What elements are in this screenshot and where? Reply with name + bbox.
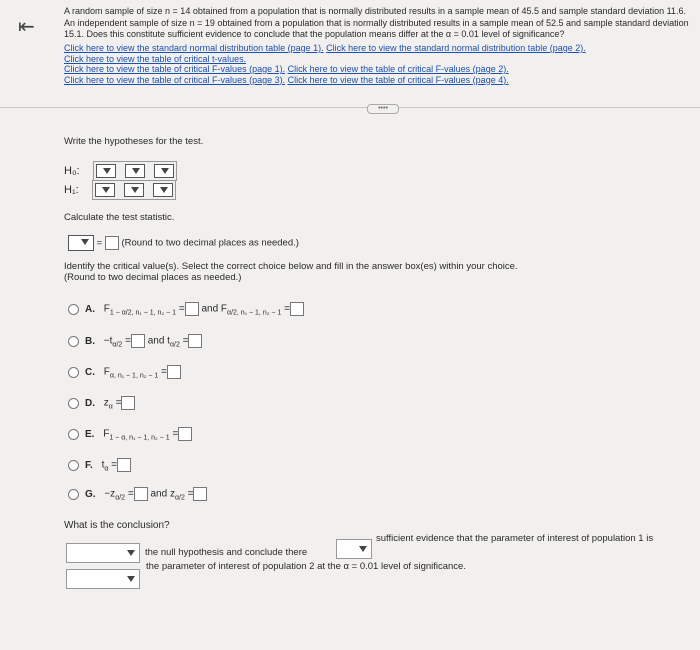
- link-f-table-p4[interactable]: Click here to view the table of critical F-values (page 4).: [287, 74, 509, 85]
- link-normal-table-p2[interactable]: Click here to view the standard normal distribution table (page 2).: [326, 43, 586, 53]
- conclusion-text-2: the parameter of interest of population 2 at the α = 0.01 level of significance.: [146, 561, 466, 572]
- relation-dropdown[interactable]: [66, 569, 140, 589]
- critical-rounding: (Round to two decimal places as needed.): [64, 272, 242, 283]
- input-a2[interactable]: [290, 302, 304, 316]
- radio-b[interactable]: [68, 336, 79, 347]
- link-f-table-p3[interactable]: Click here to view the table of critical F-values (page 3).: [64, 74, 286, 85]
- radio-c[interactable]: [68, 367, 79, 378]
- conclusion-text-1a: the null hypothesis and conclude there: [145, 547, 308, 558]
- option-c[interactable]: C. $F_{\alpha, n_1 - 1, n_2 - 1}$ =: [68, 365, 181, 380]
- input-g2[interactable]: [193, 487, 207, 501]
- h0-label: H₀:: [64, 164, 80, 177]
- h1-param2-dropdown[interactable]: [153, 183, 173, 197]
- input-e1[interactable]: [178, 427, 192, 441]
- conclusion-prompt: What is the conclusion?: [64, 520, 170, 531]
- option-d[interactable]: D. $z_\alpha$ =: [68, 396, 135, 411]
- h1-relation-dropdown[interactable]: [124, 183, 144, 197]
- h0-relation-dropdown[interactable]: [125, 164, 145, 178]
- input-a1[interactable]: [185, 302, 199, 316]
- h0-row: [64, 161, 177, 181]
- reference-links: [64, 43, 586, 85]
- input-d1[interactable]: [121, 396, 135, 410]
- link-normal-table-p1[interactable]: Click here to view the standard normal distribution table (page 1).: [64, 43, 324, 53]
- radio-d[interactable]: [68, 398, 79, 409]
- conclusion-text-1b: sufficient evidence that the parameter of interest of population 1 is: [376, 533, 654, 544]
- problem-statement: A random sample of size n = 14 obtained from a population that is normally distributed results in a sample mean of 45.5 and sample standard deviation 11.6. An independent sample of size n = 19 obtained from a population that is normally distributed results in a sample mean of 52.5 and sample standard deviation 15.1. Does this constitute sufficient evidence to conclude that the population means differ at the α = 0.01 level of significance?: [64, 6, 689, 39]
- input-b2[interactable]: [188, 334, 202, 348]
- h1-param-dropdown[interactable]: [95, 183, 115, 197]
- evidence-dropdown[interactable]: [336, 539, 372, 559]
- h0-param-dropdown[interactable]: [96, 164, 116, 178]
- reject-decision-dropdown[interactable]: [66, 543, 140, 563]
- input-b1[interactable]: [131, 334, 145, 348]
- input-c1[interactable]: [167, 365, 181, 379]
- link-f-table-p2[interactable]: Click here to view the table of critical F-values (page 2).: [287, 64, 509, 74]
- radio-f[interactable]: [68, 460, 79, 471]
- radio-e[interactable]: [68, 429, 79, 440]
- radio-a[interactable]: [68, 304, 79, 315]
- option-f[interactable]: F. $t_\alpha$ =: [68, 458, 131, 473]
- section-divider: [0, 107, 700, 108]
- input-g1[interactable]: [134, 487, 148, 501]
- h0-param2-dropdown[interactable]: [154, 164, 174, 178]
- test-stat-row: [68, 235, 299, 251]
- h1-label: H₁:: [64, 183, 79, 196]
- test-stat-symbol-dropdown[interactable]: [68, 235, 94, 251]
- equals-sign: =: [96, 237, 103, 249]
- option-g[interactable]: G. $-z_{\alpha/2}$ = and $z_{\alpha/2}$ =: [68, 487, 207, 502]
- option-a[interactable]: A. $F_{1 - \alpha/2, n_1 - 1, n_2 - 1}$ = and $F_{\alpha/2, n_1 - 1, n_2 - 1}$ =: [68, 302, 304, 317]
- input-f1[interactable]: [117, 458, 131, 472]
- hypotheses-prompt: Write the hypotheses for the test.: [64, 136, 204, 147]
- h1-row: [64, 180, 176, 200]
- test-stat-prompt: Calculate the test statistic.: [64, 212, 175, 223]
- option-e[interactable]: E. $F_{1 - \alpha, n_1 - 1, n_2 - 1}$ =: [68, 427, 192, 442]
- option-b[interactable]: B. $-t_{\alpha/2}$ = and $t_{\alpha/2}$ =: [68, 334, 202, 349]
- rounding-note: (Round to two decimal places as needed.): [121, 237, 299, 249]
- link-f-table-p1[interactable]: Click here to view the table of critical F-values (page 1).: [64, 64, 286, 74]
- radio-g[interactable]: [68, 489, 79, 500]
- back-arrow-icon[interactable]: ⇤: [18, 16, 35, 38]
- critical-prompt: Identify the critical value(s). Select the correct choice below and fill in the answer box(es) within your choice.: [64, 261, 518, 272]
- test-stat-input[interactable]: [105, 236, 119, 250]
- link-t-table[interactable]: Click here to view the table of critical t-values.: [64, 53, 247, 64]
- more-button[interactable]: ••••: [367, 104, 399, 114]
